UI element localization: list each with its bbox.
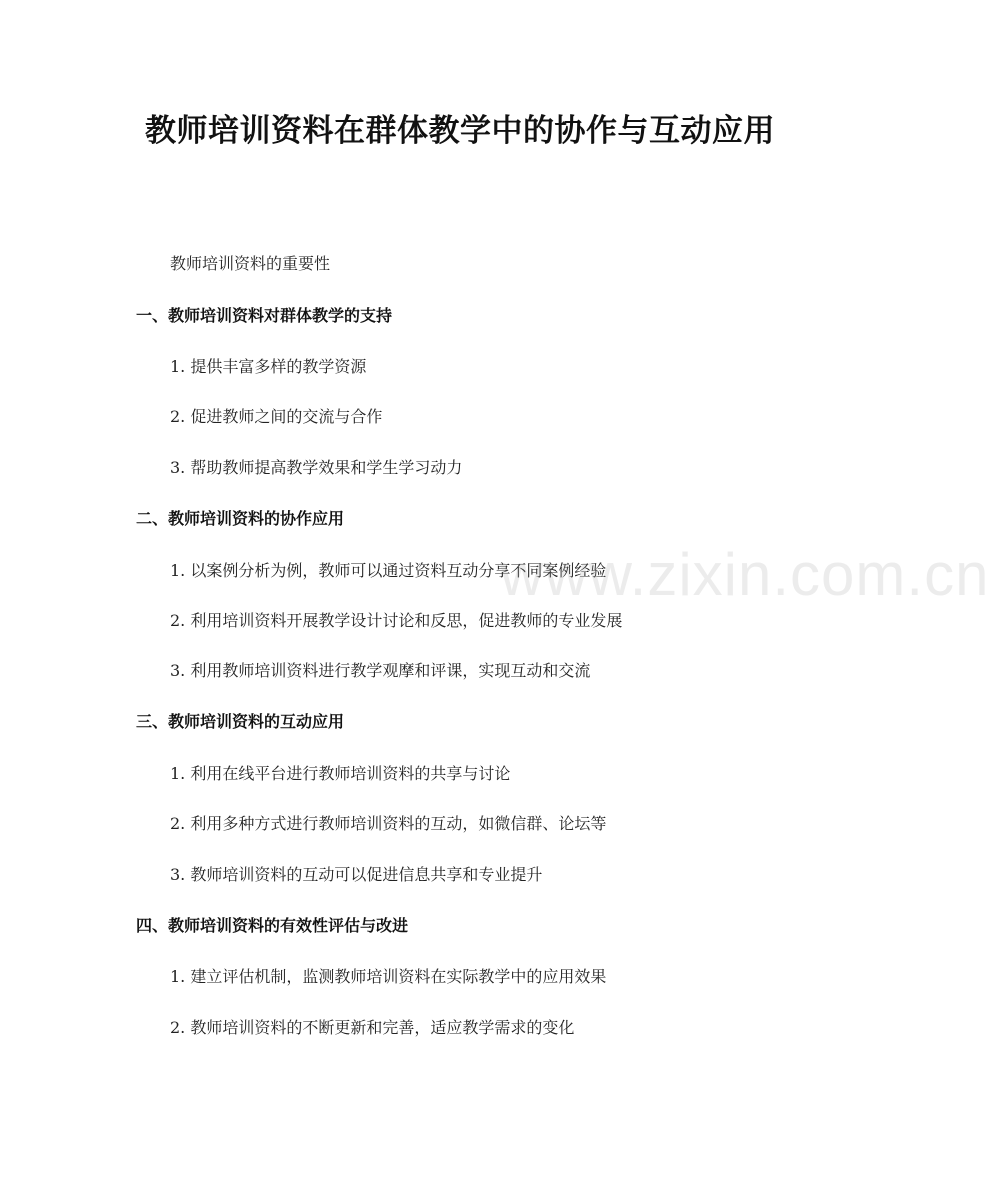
list-item: 1. 利用在线平台进行教师培训资料的共享与讨论: [170, 764, 511, 783]
list-item: 3. 教师培训资料的互动可以促进信息共享和专业提升: [170, 865, 543, 884]
list-item: 2. 利用多种方式进行教师培训资料的互动，如微信群、论坛等: [170, 814, 607, 833]
list-item: 2. 利用培训资料开展教学设计讨论和反思，促进教师的专业发展: [170, 611, 623, 630]
list-item: 1. 以案例分析为例，教师可以通过资料互动分享不同案例经验: [170, 561, 607, 580]
list-item: 3. 利用教师培训资料进行教学观摩和评课，实现互动和交流: [170, 661, 591, 680]
section-heading-2: 二、教师培训资料的协作应用: [136, 509, 345, 528]
intro-text: 教师培训资料的重要性: [170, 254, 331, 273]
list-item: 3. 帮助教师提高教学效果和学生学习动力: [170, 458, 463, 477]
list-item: 1. 提供丰富多样的教学资源: [170, 357, 367, 376]
section-heading-4: 四、教师培训资料的有效性评估与改进: [136, 916, 409, 935]
section-heading-3: 三、教师培训资料的互动应用: [136, 712, 345, 731]
document-title: 教师培训资料在群体教学中的协作与互动应用: [145, 113, 775, 149]
watermark: www.zixin.com.cn: [500, 541, 989, 608]
section-heading-1: 一、教师培训资料对群体教学的支持: [136, 306, 393, 325]
list-item: 2. 促进教师之间的交流与合作: [170, 407, 383, 426]
list-item: 2. 教师培训资料的不断更新和完善，适应教学需求的变化: [170, 1018, 575, 1037]
list-item: 1. 建立评估机制，监测教师培训资料在实际教学中的应用效果: [170, 967, 607, 986]
